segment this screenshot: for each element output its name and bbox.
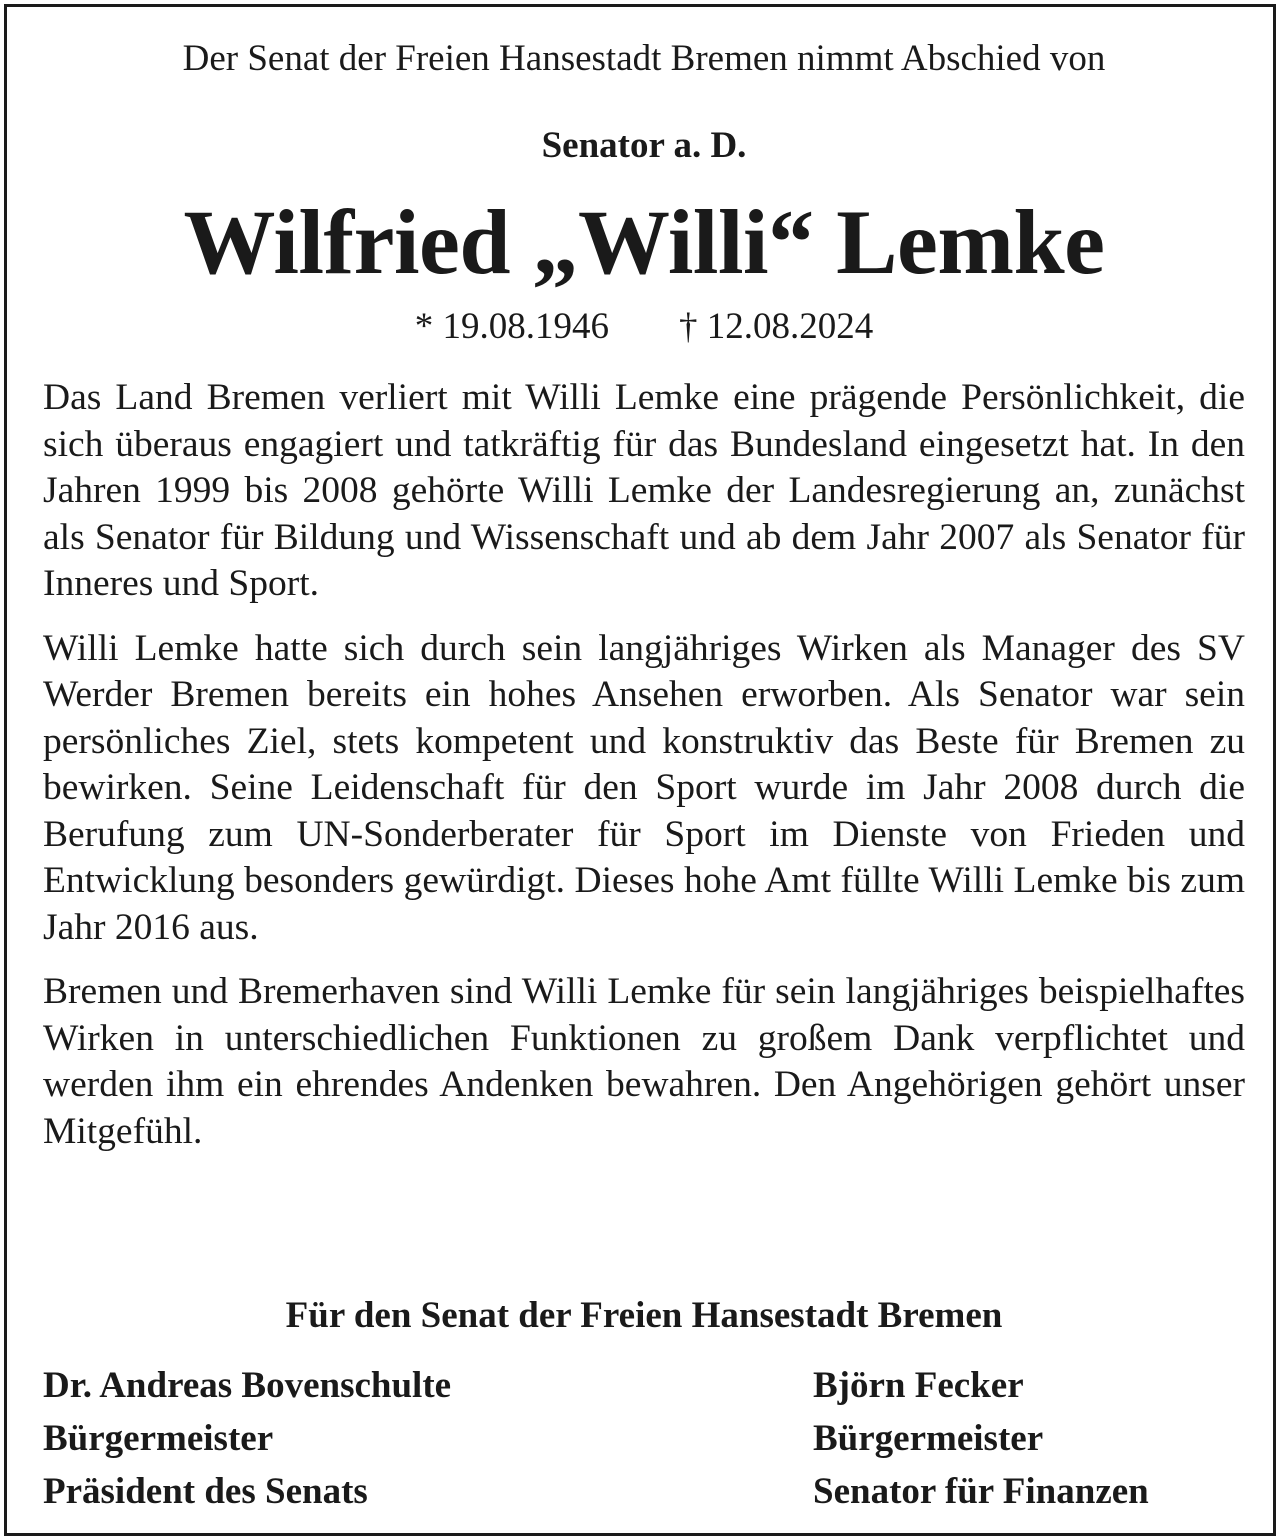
paragraph: Das Land Bremen verliert mit Willi Lemke eine prägende Persönlichkeit, die sich überaus engagiert und tatkräftig für das Bundesland eingesetzt hat. In den Jahren 1999 bis 2008 gehörte Willi Lemke der Landesregierung an, zunächst als Senator für Bildung und Wissenschaft und ab dem Jahr 2007 als Senator für Inneres und Sport. <box>43 377 1245 604</box>
signatory-name: Björn Fecker <box>813 1365 1024 1406</box>
closing-line: Für den Senat der Freien Hansestadt Bremen <box>285 1295 1003 1336</box>
signatory-right <box>813 1359 1149 1518</box>
paragraph: Bremen und Bremerhaven sind Willi Lemke für sein langjähriges beispielhaftes Wirken in unterschiedlichen Funktionen zu großem Dank verpflichtet und werden ihm ein ehrendes Andenken bewahren. Den Angehörigen gehört unser Mitgefühl. <box>43 971 1245 1152</box>
signatory-title: Bürgermeister <box>813 1418 1044 1459</box>
signatory-name: Dr. Andreas Bovenschulte <box>43 1365 452 1406</box>
paragraph: Willi Lemke hatte sich durch sein langjähriges Wirken als Manager des SV Werder Bremen bereits ein hohes Ansehen erworben. Als Senator war sein persönliches Ziel, stets kompetent und konstruktiv das Beste für Bremen zu bewirken. Seine Leidenschaft für den Sport wurde im Jahr 2008 durch die Berufung zum UN-Sonderberater für Sport im Dienste von Frieden und Entwicklung besonders gewürdigt. Dieses hohe Amt füllte Willi Lemke bis zum Jahr 2016 aus. <box>43 627 1245 948</box>
signatory-title: Präsident des Senats <box>43 1471 368 1512</box>
signatory-title: Senator für Finanzen <box>813 1471 1149 1512</box>
signatory-left <box>43 1359 451 1518</box>
obituary-frame <box>4 4 1276 1536</box>
death-date: † 12.08.2024 <box>679 306 874 347</box>
signatory-title: Bürgermeister <box>43 1418 274 1459</box>
intro-line: Der Senat der Freien Hansestadt Bremen nimmt Abschied von <box>182 38 1106 79</box>
life-dates <box>43 303 1245 351</box>
deceased-name: Wilfried „Willi“ Lemke <box>183 191 1105 293</box>
birth-date: * 19.08.1946 <box>414 306 609 347</box>
obituary-body <box>43 375 1245 1173</box>
rank-line: Senator a. D. <box>541 125 747 166</box>
